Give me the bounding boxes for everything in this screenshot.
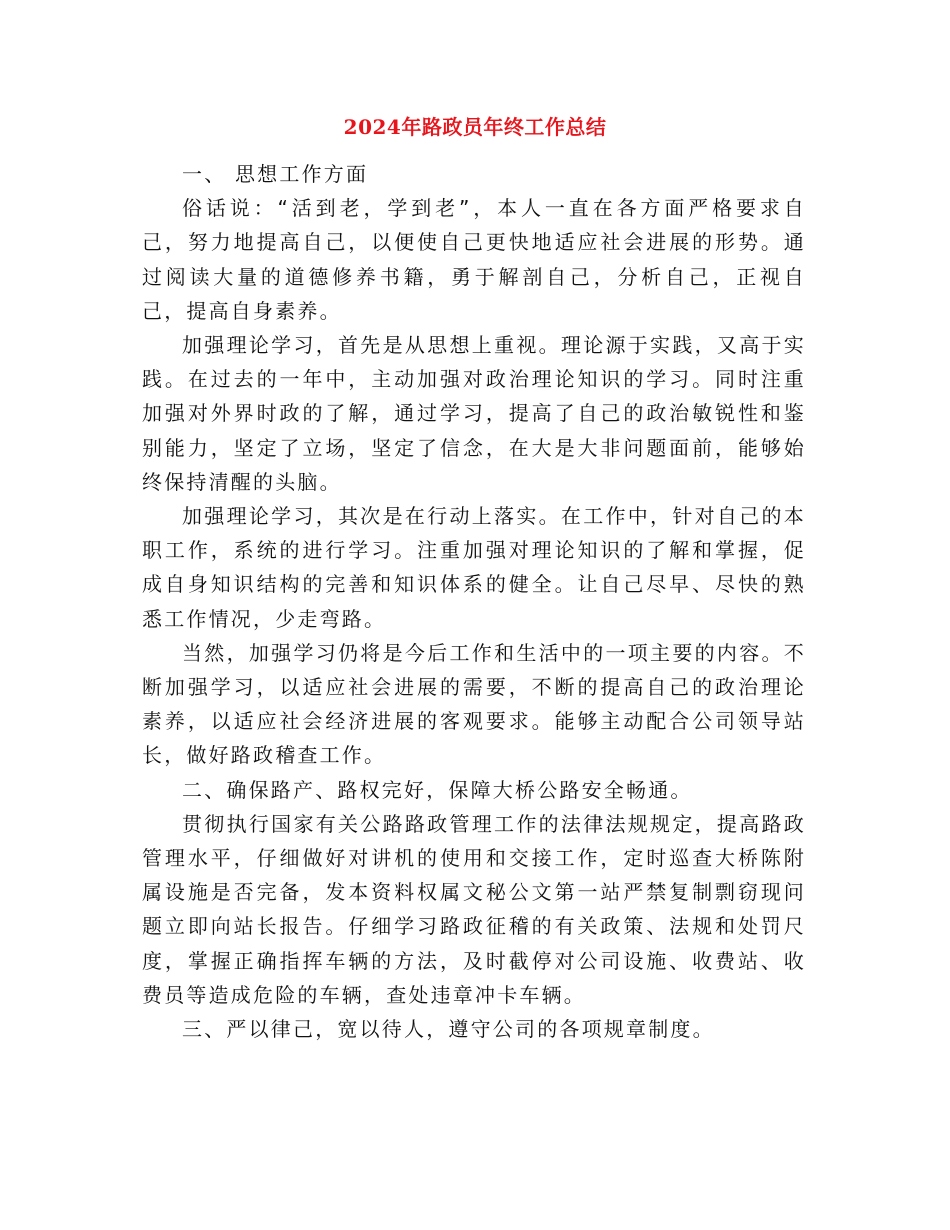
section-heading-discipline: 三、严以律己，宽以待人，遵守公司的各项规章制度。 [182,1017,715,1042]
paragraph: 贯彻执行国家有关公路路政管理工作的法律法规规定，提高路政管理水平，仔细做好对讲机的使用和交接工作，定时巡查大桥陈附属设施是否完备，发本资料权属文秘公文第一站严禁复制剽窃现问题立即向站长报告。仔细学习路政征稽的有关政策、法规和处罚尺度，掌握正确指挥车辆的方法，及时截停对公司设施、收费站、收费员等造成危险的车辆，查处违章冲卡车辆。 [142,811,806,1007]
paragraph: 加强理论学习，首先是从思想上重视。理论源于实践，又高于实践。在过去的一年中，主动加强对政治理论知识的学习。同时注重加强对外界时政的了解，通过学习，提高了自己的政治敏锐性和鉴别能力，坚定了立场，坚定了信念，在大是大非问题面前，能够始终保持清醒的头脑。 [142,333,806,494]
section-heading-thought: 一、 思想工作方面 [182,162,369,186]
document-body [142,157,806,1046]
paragraph: 加强理论学习，其次是在行动上落实。在工作中，针对自己的本职工作，系统的进行学习。注重加强对理论知识的了解和掌握，促成自身知识结构的完善和知识体系的健全。让自己尽早、尽快的熟悉工作情况，少走弯路。 [142,504,806,631]
paragraph: 当然，加强学习仍将是今后工作和生活中的一项主要的内容。不断加强学习，以适应社会进展的需要，不断的提高自己的政治理论素养，以适应社会经济进展的客观要求。能够主动配合公司领导站长，做好路政稽查工作。 [142,640,806,768]
document-title: 2024年路政员年终工作总结 [343,115,607,139]
paragraph: 俗话说：“活到老，学到老”，本人一直在各方面严格要求自己，努力地提高自己，以便使自己更快地适应社会进展的形势。通过阅读大量的道德修养书籍，勇于解剖自己，分析自己，正视自己，提高自身素养。 [142,196,806,323]
section-heading-road-rights: 二、确保路产、路权完好，保障大桥公路安全畅通。 [182,777,693,802]
